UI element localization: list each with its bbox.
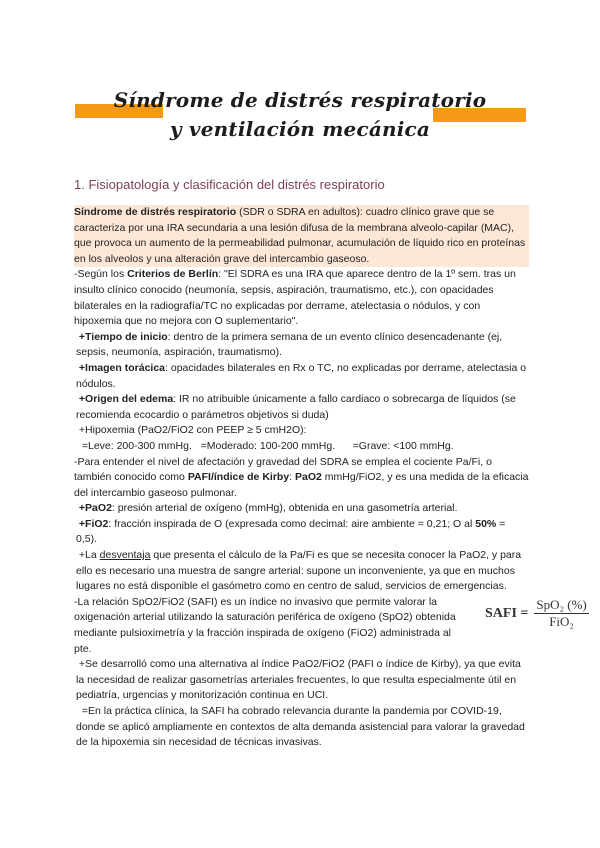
definition-paragraph [74,205,529,267]
alternative-paragraph [74,657,529,704]
berlin-term: Criterios de Berlín [127,268,219,281]
criterion-edema-term: +Origen del edema [78,393,174,406]
fio2-percent: 50% [475,517,497,530]
fio2-line [74,517,529,548]
criterion-imaging-term: +Imagen torácica [78,361,166,374]
berlin-paragraph [74,267,529,329]
document-title-line-2: y ventilación mecánica [169,117,431,141]
pafi-prefix: -Para entender el nivel de afectación y gravedad del SDRA se emplea el cociente Pa/Fi, o también conocido como [74,455,492,484]
pao2-line [74,501,529,517]
fio2-text-b: = 0,5). [76,517,506,546]
criterion-onset [74,330,529,361]
definition-term: Síndrome de distrés respiratorio [74,206,237,218]
pao2-term: +PaO2 [78,502,112,515]
fio2-text-a: : fracción inspirada de O (expresada como decimal: aire ambiente = 0,21; O al [108,517,476,530]
pafi-paragraph [74,455,529,502]
safi-fraction [534,597,588,630]
alternative-text: +Se desarrolló como una alternativa al índice PaO2/FiO2 (PAFI o índice de Kirby), ya que evita la necesidad de realizar gasometrías arteriales frecuentes, lo que resulta especialmente útil en pediatría, urgencias y monitorización continua en UCI. [76,658,521,702]
pafi-pao2-term: PaO2 [295,471,322,484]
disadvantage-text: que presenta el cálculo de la Pa/Fi es que se necesita conocer la PaO2, y para ello es necesario una muestra de sangre arterial: supone un inconveniente, ya que en muchos lugares no está disponible el gasómetro como en centro de salud, servicios de emergencias. [76,549,522,593]
disadvantage-prefix: +La [78,549,100,562]
hypoxemia-levels-text: =Leve: 200-300 mmHg. =Moderado: 100-200 mmHg. =Grave: <100 mmHg. [81,439,454,452]
safi-denominator: FiO₂ [549,614,574,629]
section-heading: 1. Fisiopatología y clasificación del distrés respiratorio [74,177,385,192]
berlin-prefix: -Según los [74,268,128,281]
pafi-suffix: mmHg/FiO2, y es una medida de la eficacia del intercambio gaseoso pulmonar. [74,471,529,499]
safi-formula [485,597,589,630]
safi-numerator: SpO₂ (%) [536,597,587,612]
hypoxemia-text: +Hipoxemia (PaO2/FiO2 con PEEP ≥ 5 cmH2O): [78,424,307,437]
pafi-term: PAFI/índice de Kirby [187,471,290,484]
hypoxemia-line [74,423,529,439]
fio2-term: +FiO2 [78,517,109,530]
pafi-mid: : [289,471,295,484]
criterion-onset-term: +Tiempo de inicio [78,330,168,343]
document-title-line-1: Síndrome de distrés respiratorio [113,88,487,112]
pao2-text: : presión arterial de oxígeno (mmHg), obtenida en una gasometría arterial. [111,502,458,515]
definition-text: (SDR o SDRA en adultos): cuadro clínico grave que se caracteriza por una IRA secundaria a una lesión difusa de la membrana alveolo-capilar (MAC), que provoca un aumento de la permeabilidad pulmonar, acumulación de líquido rico en proteínas en los alveolos y una alteración grave del intercambio gaseoso. [74,206,526,265]
document-body [74,205,529,751]
disadvantage-paragraph [74,548,529,595]
criterion-onset-text: : dentro de la primera semana de un evento clínico desencadenante (ej, sepsis, neumonía, aspiración, traumatismo). [76,330,503,359]
criterion-imaging-text: : opacidades bilaterales en Rx o TC, no explicadas por derrame, atelectasia o nódulos. [76,361,527,390]
safi-formula-lhs: SAFI = [485,605,529,621]
hypoxemia-levels [74,439,529,455]
disadvantage-term: desventaja [99,549,151,562]
criterion-imaging [74,361,529,392]
practice-paragraph [74,704,529,751]
criterion-edema-text: : IR no atribuible únicamente a fallo cardiaco o sobrecarga de líquidos (se recomienda ecocardio o parámetros objetivos si duda) [76,393,516,421]
criterion-edema [74,392,529,423]
berlin-text: : "El SDRA es una IRA que aparece dentro de la 1º sem. tras un insulto clínico conocido (neumonía, sepsis, aspiración, traumatismo, etc.), con opacidades bilaterales en la radiografía/TC no explicadas por derrame, atelectasia o nódulos, y con hipoxemia que no mejora con O suplementario". [74,268,516,328]
practice-text: =En la práctica clínica, la SAFI ha cobrado relevancia durante la pandemia por COVID-19, donde se aplicó ampliamente en contextos de alta demanda asistencial para valorar la gravedad de la hipoxemia sin necesidad de técnicas invasivas. [76,705,525,749]
safi-paragraph: -La relación SpO2/FiO2 (SAFI) es un índice no invasivo que permite valorar la oxigenación arterial utilizando la saturación periférica de oxígeno (SpO2) obtenida mediante pulsioximetría y la fracción inspirada de oxígeno (FiO2) administrada al pte. [74,595,456,655]
